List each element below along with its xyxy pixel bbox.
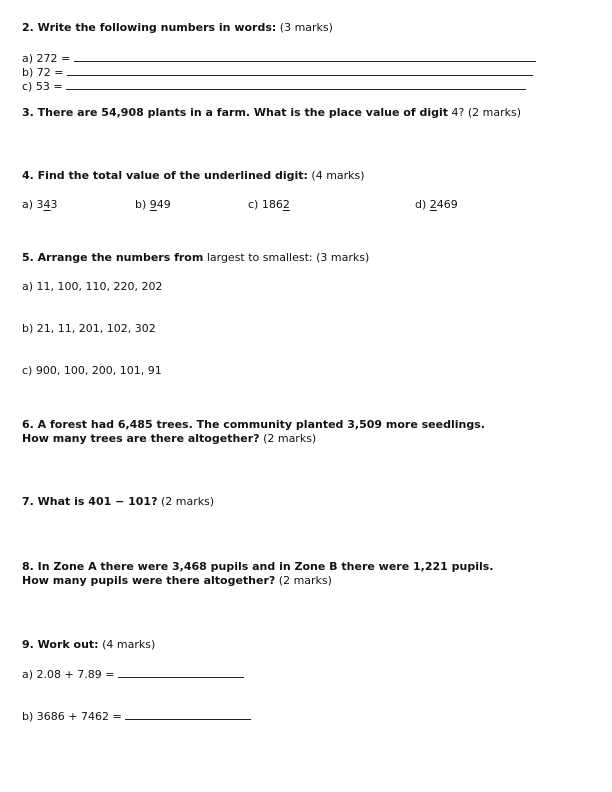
question-9-marks: (4 marks)	[102, 638, 156, 651]
question-4a	[22, 199, 58, 211]
question-4c-underlined-digit: 2	[282, 198, 290, 211]
question-8-line1: 8. In Zone A there were 3,468 pupils and in Zone B there were 1,221 pupils.	[22, 560, 494, 573]
question-3-title: 3. There are 54,908 plants in a farm. What is the place value of digit	[22, 106, 448, 119]
question-5-rest: largest to smallest: (3 marks)	[206, 251, 370, 264]
question-4b-prefix: b)	[135, 198, 150, 211]
question-4a-underlined-digit: 4	[43, 198, 51, 211]
question-4d-suffix: 469	[436, 198, 458, 211]
question-7-heading	[22, 495, 214, 509]
question-4-title: 4. Find the total value of the underlined digit:	[22, 169, 308, 182]
question-4d-underlined-digit: 2	[429, 198, 437, 211]
question-4-marks: (4 marks)	[311, 169, 365, 182]
question-7-title: 7. What is 401 − 101?	[22, 495, 158, 508]
question-6-marks: (2 marks)	[263, 432, 317, 445]
question-2b-row	[22, 66, 533, 79]
question-5a: a) 11, 100, 110, 220, 202	[22, 280, 163, 293]
question-8-marks: (2 marks)	[278, 574, 332, 587]
question-8-line2	[22, 574, 332, 588]
question-4b	[135, 199, 171, 211]
question-4c	[248, 199, 290, 211]
question-4b-suffix: 49	[156, 198, 171, 211]
question-8-question: How many pupils were there altogether?	[22, 574, 276, 587]
answer-line-2c[interactable]	[66, 80, 526, 90]
question-4c-prefix: c) 186	[248, 198, 283, 211]
question-2-marks: (3 marks)	[279, 21, 333, 34]
question-5c: c) 900, 100, 200, 101, 91	[22, 364, 162, 377]
question-6-line2	[22, 432, 316, 446]
question-4-heading	[22, 169, 365, 183]
question-5-heading	[22, 251, 369, 265]
question-5-title: 5. Arrange the numbers from	[22, 251, 204, 264]
answer-line-2b[interactable]	[67, 66, 533, 76]
question-6-question: How many trees are there altogether?	[22, 432, 260, 445]
question-9b-row	[22, 710, 251, 723]
question-4d-prefix: d)	[415, 198, 430, 211]
question-3-heading	[22, 106, 521, 120]
answer-line-9b[interactable]	[125, 710, 251, 720]
question-2a-row	[22, 52, 536, 65]
question-9a-label: a) 2.08 + 7.89 =	[22, 668, 115, 681]
question-9b-label: b) 3686 + 7462 =	[22, 710, 122, 723]
question-2-title: 2. Write the following numbers in words:	[22, 21, 277, 34]
question-2c-row	[22, 80, 526, 93]
answer-line-2a[interactable]	[74, 52, 536, 62]
question-3-rest: 4? (2 marks)	[451, 106, 521, 119]
question-4b-underlined-digit: 9	[149, 198, 157, 211]
question-9-title: 9. Work out:	[22, 638, 99, 651]
question-2-heading	[22, 21, 333, 35]
question-6-line1: 6. A forest had 6,485 trees. The community planted 3,509 more seedlings.	[22, 418, 485, 431]
question-4a-suffix: 3	[50, 198, 58, 211]
question-2b-label: b) 72 =	[22, 66, 64, 79]
question-7-marks: (2 marks)	[160, 495, 215, 508]
question-9-heading	[22, 638, 155, 652]
question-4d	[415, 199, 458, 211]
question-2a-label: a) 272 =	[22, 52, 71, 65]
answer-line-9a[interactable]	[118, 668, 244, 678]
question-5b: b) 21, 11, 201, 102, 302	[22, 322, 156, 335]
question-2c-label: c) 53 =	[22, 80, 63, 93]
question-9a-row	[22, 668, 244, 681]
question-4a-prefix: a) 3	[22, 198, 44, 211]
